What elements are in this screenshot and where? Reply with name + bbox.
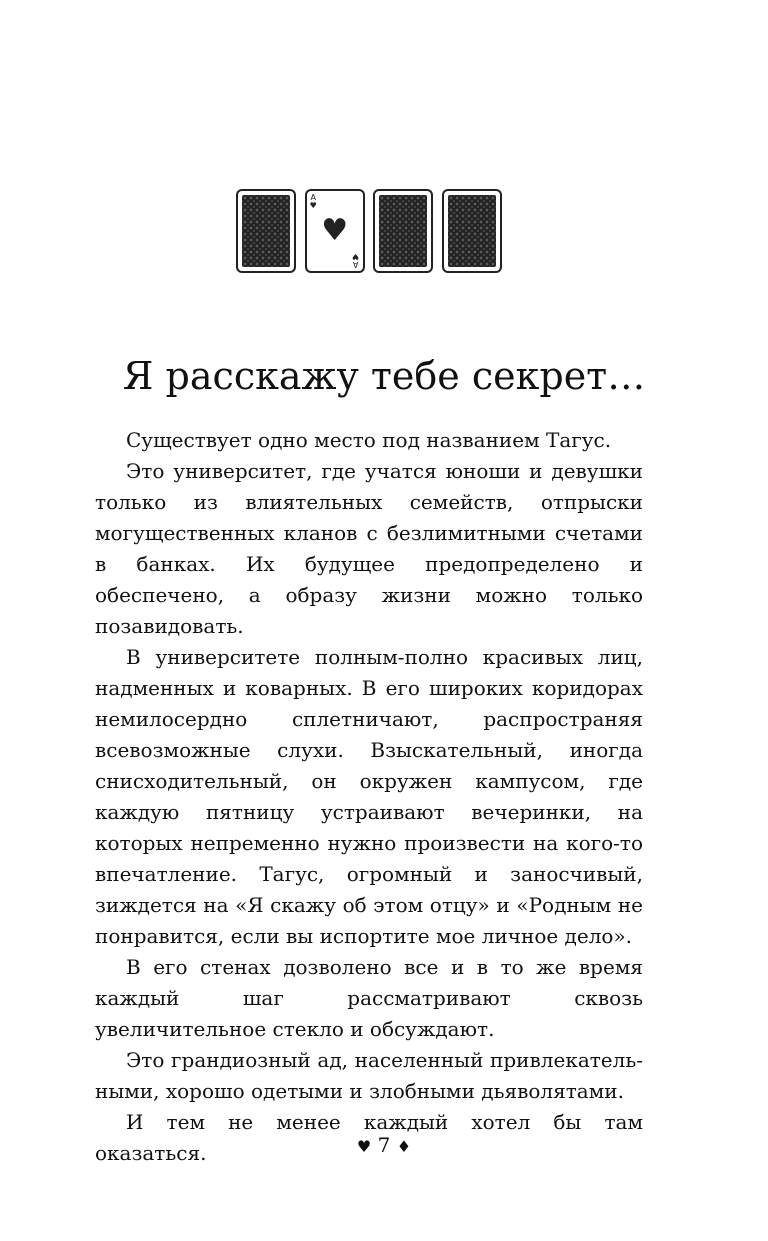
card-back-pattern [242, 195, 290, 267]
paragraph: Это университет, где учатся юноши и девушки только из влиятельных семейств, отпрыски могущественных кланов с безлимитными счетами в банках. Их будущее предопределено и обеспечено, а образу жизни можно только позавидовать. [95, 459, 643, 638]
card-back-3 [442, 189, 502, 273]
paragraph: Существует одно место под названием Тагус. [126, 428, 612, 452]
page-number: 7 [377, 1133, 391, 1157]
heart-icon: ♥ [352, 252, 360, 261]
diamond-icon: ♦ [396, 1137, 412, 1156]
body-text [95, 425, 643, 1169]
page-footer [0, 1131, 768, 1161]
card-back-2 [373, 189, 433, 273]
heart-icon: ♥ [309, 201, 317, 210]
ace-of-hearts-card [305, 189, 365, 273]
card-back-1 [236, 189, 296, 273]
paragraph: Это грандиозный ад, населенный привлекательными, хорошо одетыми и злобными дьяволятами. [95, 1048, 643, 1103]
card-rank: A [310, 193, 316, 202]
paragraph: В его стенах дозволено все и в то же время каждый шаг рассматривают сквозь увеличительное стекло и обсуждают. [95, 955, 643, 1041]
heart-icon: ♥ [356, 1137, 372, 1156]
card-corner-bottom-right [352, 252, 359, 268]
chapter-title: Я расскажу тебе секрет… [122, 354, 646, 398]
paragraph: И тем не менее каждый хотел бы там оказаться. [95, 1110, 643, 1165]
card-rank: A [353, 260, 359, 269]
heart-icon: ♥ [321, 213, 349, 248]
playing-cards-ornament [236, 189, 502, 273]
card-corner-top-left [310, 194, 317, 210]
paragraph: В университете полным-полно красивых лиц, надменных и коварных. В его широких коридорах немилосердно сплетничают, распространяя всевозможные слухи. Взыскательный, иногда снисходительный, он окружен кампусом, где каждую пятницу устраивают вечеринки, на которых непременно нужно произвести на кого-то впечатление. Тагус, огромный и заносчивый, зиждется на «Я скажу об этом отцу» и «Родным не понравится, если вы испортите мое личное дело». [95, 645, 643, 948]
card-back-pattern [379, 195, 427, 267]
card-back-pattern [448, 195, 496, 267]
